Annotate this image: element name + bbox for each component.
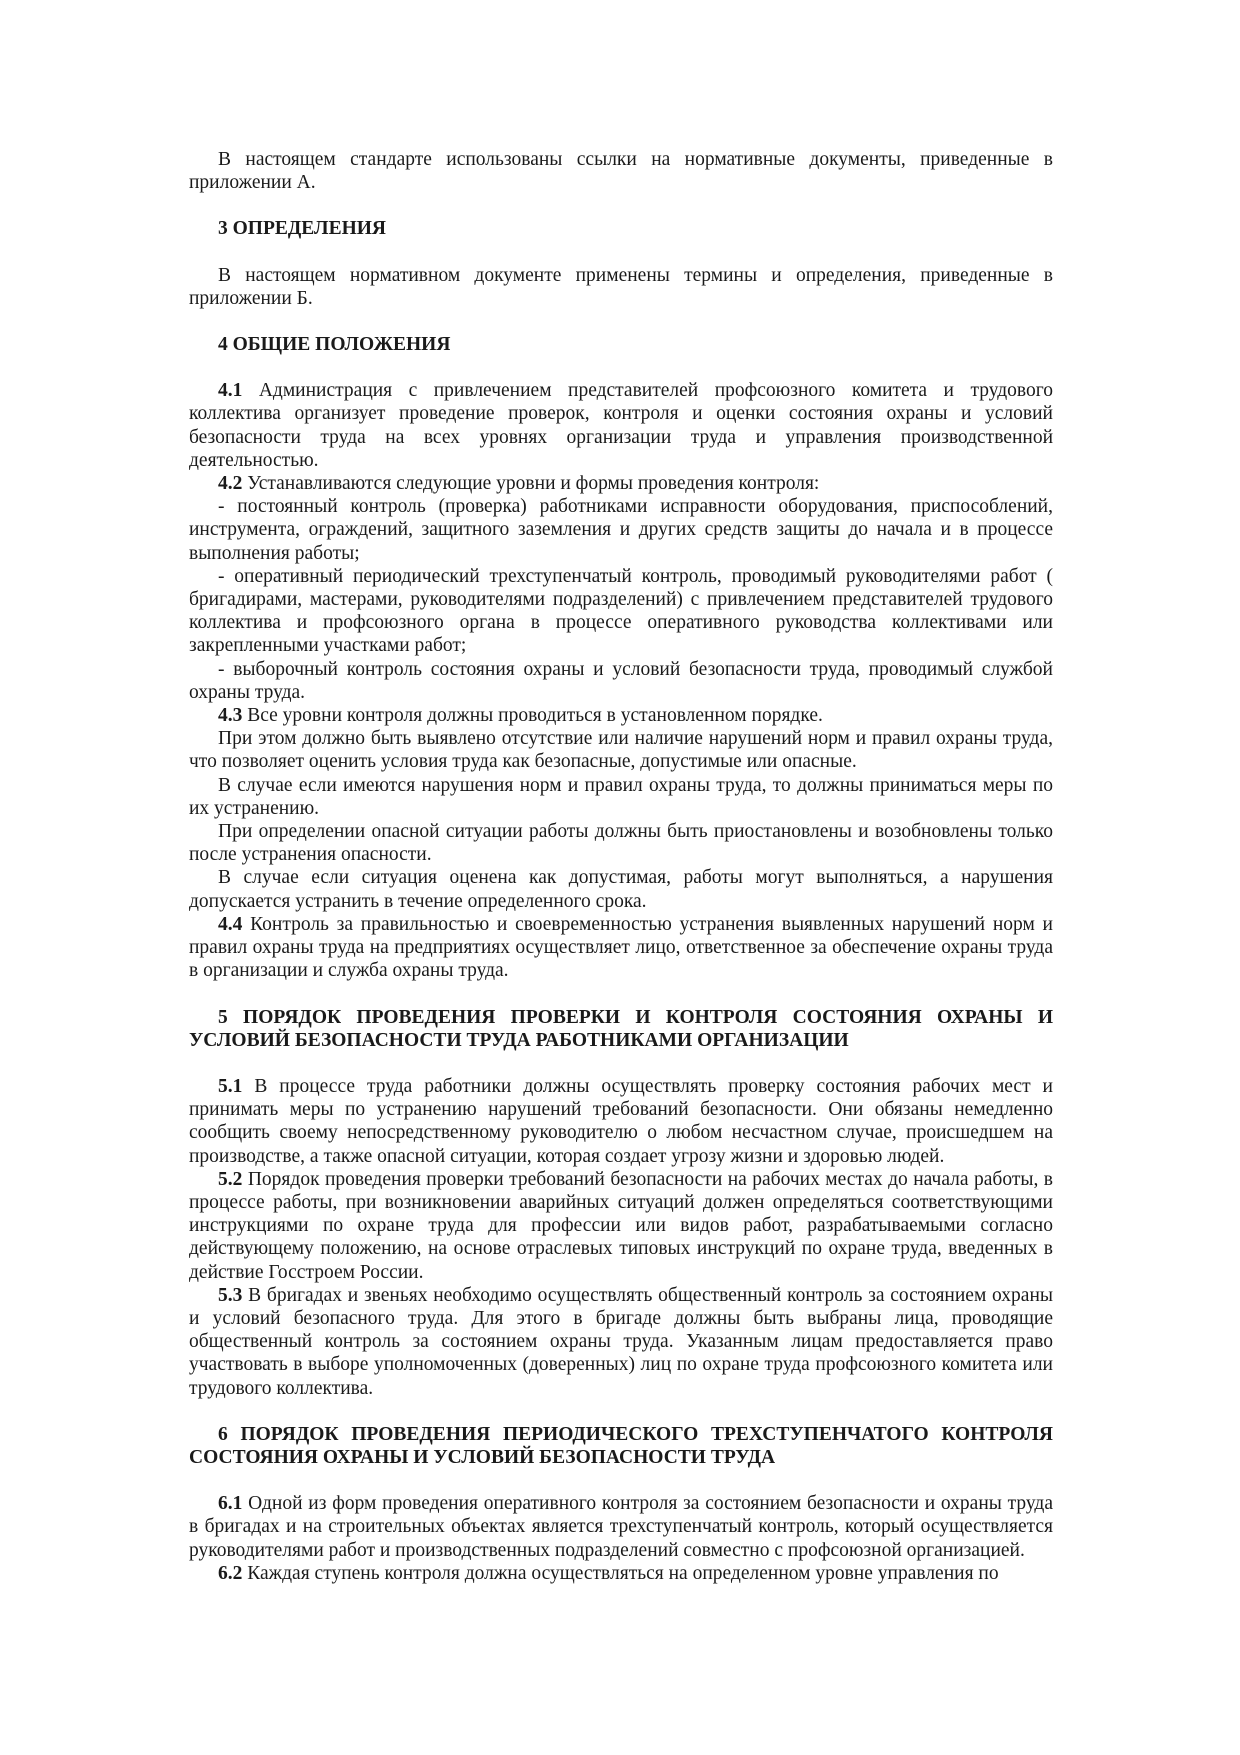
section-3-text: В настоящем нормативном документе применены термины и определения, приведенные в приложении Б. [189, 264, 1053, 309]
clause-4-2 [189, 472, 1053, 495]
clause-number: 6.2 [218, 1562, 243, 1584]
section-4-heading: 4 ОБЩИЕ ПОЛОЖЕНИЯ [218, 334, 451, 356]
clause-6-2 [189, 1562, 1053, 1585]
clause-number: 4.1 [218, 380, 243, 402]
clause-number: 5.1 [218, 1075, 243, 1097]
clause-number: 4.4 [218, 913, 243, 935]
clause-number: 4.2 [218, 473, 243, 495]
clause-number: 5.2 [218, 1168, 243, 1190]
section-6-heading: 6 ПОРЯДОК ПРОВЕДЕНИЯ ПЕРИОДИЧЕСКОГО ТРЕХСТУПЕНЧАТОГО КОНТРОЛЯ СОСТОЯНИЯ ОХРАНЫ И УСЛОВИЙ БЕЗОПАСНОСТИ ТРУДА [189, 1423, 1053, 1468]
clause-text: Одной из форм проведения оперативного контроля за состоянием безопасности и охраны труда в бригадах и на строительных объектах является трехступенчатый контроль, который осуществляется руководителями работ и производственных подразделений совместно с профсоюзной организацией. [189, 1493, 1053, 1561]
clause-number: 5.3 [218, 1284, 243, 1306]
clause-text: Администрация с привлечением представителей профсоюзного комитета и трудового коллектива организует проведение проверок, контроля и оценки состояния охраны и условий безопасности труда на всех уровнях организации труда и управления производственной деятельностью. [189, 380, 1053, 471]
clause-5-2 [189, 1168, 1053, 1284]
list-item: - оперативный периодический трехступенчатый контроль, проводимый руководителями работ ( бригадирами, мастерами, руководителями подразделений) с привлечением представителей трудового коллектива и профсоюзного органа в процессе оперативного руководства коллективами или закрепленными участками работ; [189, 565, 1053, 657]
body-paragraph: При определении опасной ситуации работы должны быть приостановлены и возобновлены только после устранения опасности. [189, 821, 1053, 866]
clause-text: Устанавливаются следующие уровни и формы проведения контроля: [242, 473, 820, 495]
clause-4-3 [189, 704, 1053, 727]
body-paragraph: В случае если имеются нарушения норм и правил охраны труда, то должны приниматься меры по их устранению. [189, 774, 1053, 819]
clause-text: Контроль за правильностью и своевременностью устранения выявленных нарушений норм и правил охраны труда на предприятиях осуществляет лицо, ответственное за обеспечение охраны труда в организации и служба охраны труда. [189, 913, 1053, 982]
clause-5-1 [189, 1075, 1053, 1168]
list-item: - постоянный контроль (проверка) работниками исправности оборудования, приспособлений, инструмента, ограждений, защитного заземления и других средств защиты до начала и в процессе выполнения работы; [189, 496, 1053, 564]
body-paragraph: При этом должно быть выявлено отсутствие или наличие нарушений норм и правил охраны труда, что позволяет оценить условия труда как безопасные, допустимые или опасные. [189, 728, 1053, 773]
clause-text: В процессе труда работники должны осуществлять проверку состояния рабочих мест и принимать меры по устранению нарушений требований безопасности. Они обязаны немедленно сообщить своему непосредственному руководителю о любом несчастном случае, происшедшем на производстве, а также опасной ситуации, которая создает угрозу жизни и здоровью людей. [189, 1075, 1053, 1167]
clause-text: Каждая ступень контроля должна осуществляться на определенном уровне управления по [242, 1562, 999, 1584]
clause-5-3 [189, 1284, 1053, 1400]
section-3-heading: 3 ОПРЕДЕЛЕНИЯ [218, 218, 386, 240]
document-page [189, 148, 1053, 1585]
list-item: - выборочный контроль состояния охраны и условий безопасности труда, проводимый службой охраны труда. [189, 658, 1053, 703]
body-paragraph: В случае если ситуация оценена как допустимая, работы могут выполняться, а нарушения допускается устранить в течение определенного срока. [189, 867, 1053, 912]
clause-number: 4.3 [218, 705, 243, 727]
clause-4-4 [189, 913, 1053, 983]
clause-text: Все уровни контроля должны проводиться в установленном порядке. [242, 705, 823, 727]
clause-text: Порядок проведения проверки требований безопасности на рабочих местах до начала работы, в процессе работы, при возникновении аварийных ситуаций должен определяться соответствующими инструкциями по охране труда для профессии или видов работ, разрабатываемыми согласно действующему положению, на основе отраслевых типовых инструкций по охране труда, введенных в действие Госстроем России. [189, 1168, 1053, 1283]
clause-6-1 [189, 1492, 1053, 1562]
intro-references-paragraph: В настоящем стандарте использованы ссылки на нормативные документы, приведенные в приложении А. [189, 149, 1053, 194]
clause-4-1 [189, 379, 1053, 472]
clause-text: В бригадах и звеньях необходимо осуществлять общественный контроль за состоянием охраны и условий безопасного труда. Для этого в бригаде должны быть выбраны лица, проводящие общественный контроль за состоянием охраны труда. Указанным лицам предоставляется право участвовать в выборе уполномоченных (доверенных) лиц по охране труда профсоюзного комитета или трудового коллектива. [189, 1284, 1053, 1399]
section-5-heading: 5 ПОРЯДОК ПРОВЕДЕНИЯ ПРОВЕРКИ И КОНТРОЛЯ СОСТОЯНИЯ ОХРАНЫ И УСЛОВИЙ БЕЗОПАСНОСТИ ТРУДА РАБОТНИКАМИ ОРГАНИЗАЦИИ [189, 1006, 1053, 1051]
clause-number: 6.1 [218, 1493, 243, 1515]
